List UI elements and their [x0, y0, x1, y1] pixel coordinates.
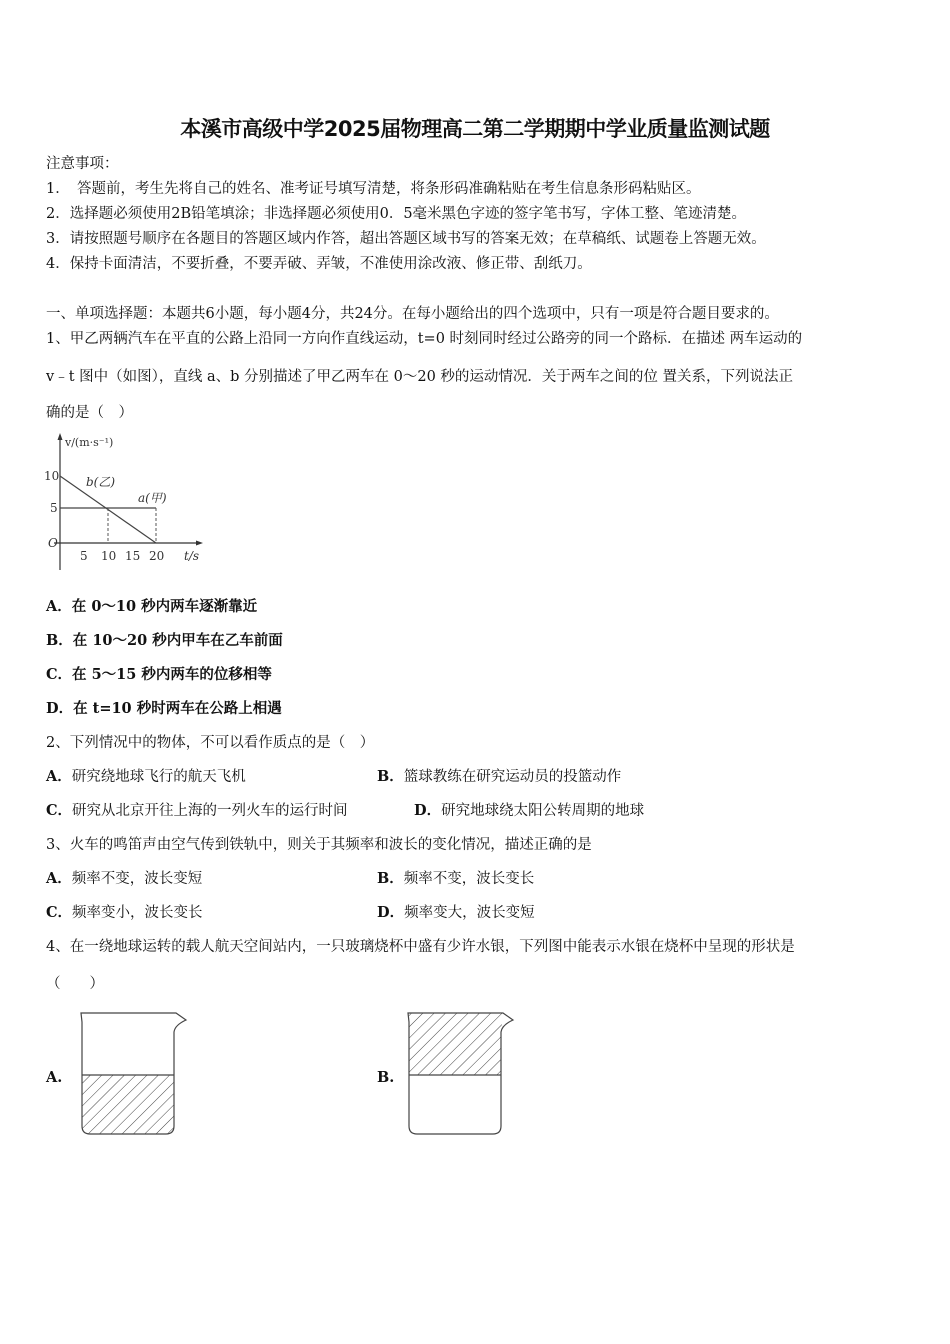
notice-item: 2．选择题必须使用2B铅笔填涂；非选择题必须使用0．5毫米黑色字迹的签字笔书写，字体工整、笔迹清楚。 — [46, 206, 747, 222]
option-a-label: A. — [46, 1069, 63, 1086]
option-d: D．研究地球绕太阳公转周期的地球 — [414, 802, 645, 819]
origin-label: O — [48, 536, 58, 550]
question-3-stem: 3、火车的鸣笛声由空气传到铁轨中，则关于其频率和波长的变化情况，描述正确的是 — [46, 837, 592, 853]
line-a-label: a(甲) — [138, 491, 167, 505]
option-b: B．篮球教练在研究运动员的投篮动作 — [377, 768, 622, 785]
notice-item: 1． 答题前，考生先将自己的姓名、准考证号填写清楚，将条形码准确粘贴在考生信息条形码粘贴区。 — [46, 181, 701, 197]
option-c: C．频率变小，波长变长 — [46, 904, 203, 921]
option-d: D．在 t=10 秒时两车在公路上相遇 — [46, 700, 282, 717]
option-d: D．频率变大，波长变短 — [377, 904, 535, 921]
question-2-stem: 2、下列情况中的物体，不可以看作质点的是（ ） — [46, 735, 375, 751]
x-tick: 5 — [80, 549, 88, 563]
option-c: C．研究从北京开往上海的一列火车的运行时间 — [46, 802, 348, 819]
beaker-a-figure — [78, 1008, 193, 1138]
option-b: B．在 10～20 秒内甲车在乙车前面 — [46, 632, 283, 649]
option-b: B．频率不变，波长变长 — [377, 870, 535, 887]
option-a: A．研究绕地球飞行的航天飞机 — [46, 768, 246, 785]
question-1-stem: v﹣t 图中（如图），直线 a、b 分别描述了甲乙两车在 0～20 秒的运动情况．关于两车之间的位 置关系，下列说法正 — [46, 369, 794, 385]
option-a: A．在 0～10 秒内两车逐渐靠近 — [46, 598, 258, 615]
page-title: 本溪市高级中学2025届物理高二第二学期期中学业质量监测试题 — [180, 117, 770, 141]
x-tick: 10 — [101, 549, 117, 563]
y-axis-label: v/(m·s⁻¹) — [65, 436, 114, 449]
question-1-stem: 确的是（ ） — [46, 405, 133, 421]
option-a: A．频率不变，波长变短 — [46, 870, 203, 887]
x-axis-label: t/s — [184, 549, 200, 563]
beaker-b-figure — [405, 1008, 520, 1138]
vt-graph-figure — [40, 428, 210, 573]
notice-item: 4．保持卡面清洁，不要折叠，不要弄破、弄皱，不准使用涂改液、修正带、刮纸刀。 — [46, 256, 592, 272]
question-4-stem: 4、在一绕地球运转的载人航天空间站内，一只玻璃烧杯中盛有少许水银，下列图中能表示水银在烧杯中呈现的形状是 — [46, 939, 795, 955]
notice-item: 3．请按照题号顺序在各题目的答题区域内作答，超出答题区域书写的答案无效；在草稿纸、试题卷上答题无效。 — [46, 231, 766, 247]
question-1-stem: 1、甲乙两辆汽车在平直的公路上沿同一方向作直线运动，t=0 时刻同时经过公路旁的同一个路标．在描述 两车运动的 — [46, 331, 803, 347]
y-tick-5: 5 — [50, 501, 58, 515]
line-b-label: b(乙) — [86, 475, 116, 489]
section-heading: 一、单项选择题：本题共6小题，每小题4分，共24分。在每小题给出的四个选项中，只有一项是符合题目要求的。 — [46, 306, 779, 322]
y-tick-10: 10 — [44, 469, 60, 483]
option-b-label: B. — [377, 1069, 395, 1086]
question-4-stem: （ ） — [46, 976, 104, 992]
x-tick: 20 — [149, 549, 165, 563]
x-tick: 15 — [125, 549, 141, 563]
option-c: C．在 5～15 秒内两车的位移相等 — [46, 666, 272, 683]
notice-heading: 注意事项： — [46, 156, 119, 172]
